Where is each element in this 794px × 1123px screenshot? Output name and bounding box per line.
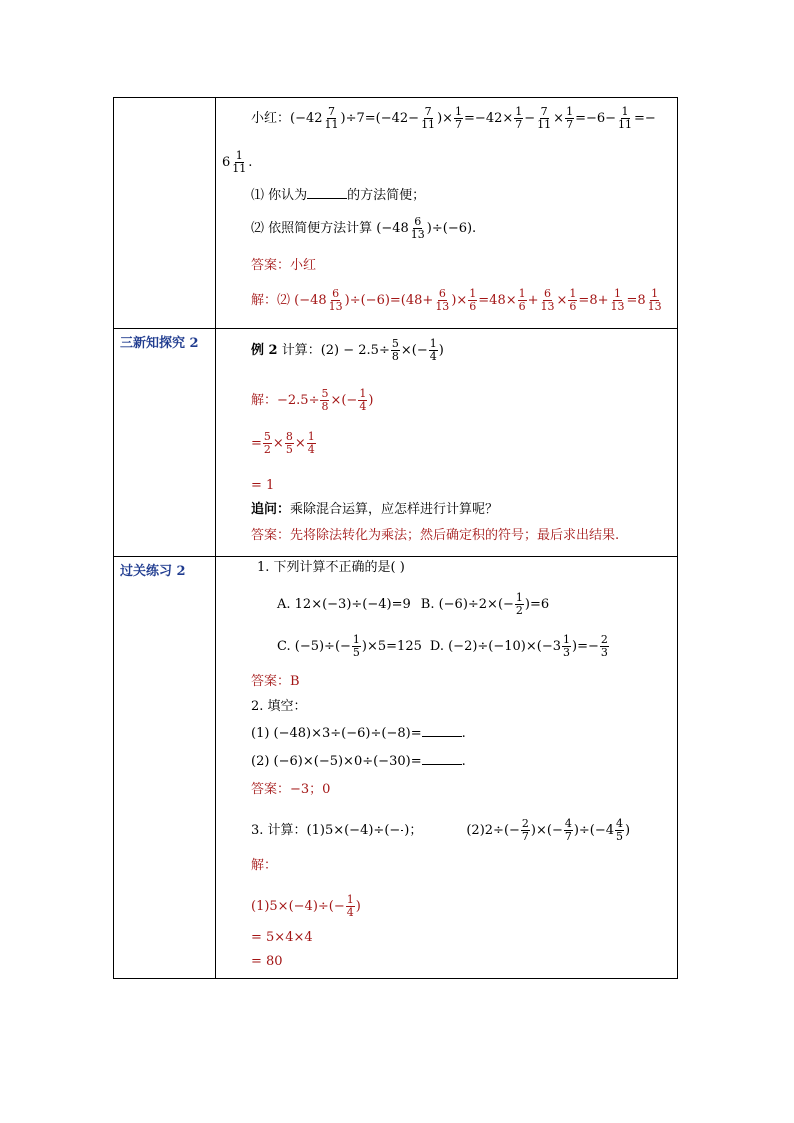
fraction: $\frac{5}{2}$ xyxy=(263,430,271,456)
fraction: $\frac{1}{3}$ xyxy=(563,633,571,659)
exercise-1-options-ab: A. 12×(−3)÷(−4)=9 B. (−6)÷2×(− $\frac{1}{2}$ )=6 xyxy=(277,591,550,617)
answer-blank xyxy=(422,764,462,765)
row-divider xyxy=(114,328,677,329)
example-2-solution-step2: = $\frac{5}{2}$ × $\frac{8}{5}$ × $\frac{1}{4}$ xyxy=(251,430,315,456)
fraction: $\frac{6}{13}$ xyxy=(540,287,555,313)
fraction: $\frac{6}{13}$ xyxy=(435,287,450,313)
exercise-3-solution-step1: (1)5×(−4)÷(− $\frac{1}{4}$ ) xyxy=(251,893,361,919)
fraction: $\frac{1}{6}$ xyxy=(469,287,477,313)
answer-blank xyxy=(422,736,462,737)
question-1: ⑴ 你认为 的方法简便； xyxy=(251,188,426,203)
fraction: $\frac{1}{5}$ xyxy=(352,633,360,659)
fraction: $\frac{1}{2}$ xyxy=(515,591,523,617)
exercise-3-solution-result: = 80 xyxy=(251,954,283,969)
fraction: $\frac{1}{4}$ xyxy=(359,387,367,413)
fraction: $\frac{5}{8}$ xyxy=(391,337,399,363)
example-2: 例 2 计算：(2) − 2.5÷ $\frac{5}{8}$ ×(− $\frac{1}{4}$ ) xyxy=(251,337,444,363)
fraction: $\frac{4}{5}$ xyxy=(616,817,624,843)
row-label-new-knowledge: 三新知探究 2 xyxy=(120,336,199,351)
xiaohong-method: 小红：(−42 $\frac{7}{11}$ )÷7=(−42− $\frac{7}{11}$ )× $\frac{1}{7}$ =−42× $\frac{1}{7}$ − $\frac{7}{11}$ × $\frac{1}{7}$ =−6− $\frac{1}{11}$ =− xyxy=(251,105,656,131)
column-divider xyxy=(215,98,216,978)
fraction: $\frac{1}{11}$ xyxy=(232,149,247,175)
exercise-3-solution-label: 解： xyxy=(251,858,278,873)
fraction: $\frac{4}{7}$ xyxy=(564,817,572,843)
followup-answer: 答案：先将除法转化为乘法；然后确定积的符号；最后求出结果. xyxy=(251,528,620,543)
example-2-solution-result: = 1 xyxy=(251,478,275,493)
fraction: $\frac{1}{6}$ xyxy=(569,287,577,313)
fraction: $\frac{1}{4}$ xyxy=(346,893,354,919)
xiaohong-method-continued: 6 $\frac{1}{11}$ . xyxy=(222,149,253,175)
question-2: ⑵ 依照简便方法计算 (−48 $\frac{6}{13}$ )÷(−6). xyxy=(251,215,477,241)
fraction: $\frac{1}{4}$ xyxy=(429,337,437,363)
fraction: $\frac{5}{8}$ xyxy=(321,387,329,413)
exercise-2-item-1: (1) (−48)×3÷(−6)÷(−8)= . xyxy=(251,726,466,741)
fraction: $\frac{6}{13}$ xyxy=(410,215,425,241)
fraction: $\frac{1}{13}$ xyxy=(610,287,625,313)
exercise-2-answer: 答案：−3；0 xyxy=(251,782,331,797)
fraction: $\frac{7}{11}$ xyxy=(537,105,552,131)
fraction: $\frac{8}{5}$ xyxy=(285,430,293,456)
fraction: $\frac{1}{7}$ xyxy=(515,105,523,131)
fraction xyxy=(401,830,403,831)
exercise-1-answer: 答案：B xyxy=(251,674,300,689)
exercise-3-prompt: 3. 计算：(1)5×(−4)÷(− )； (2)2÷(− $\frac{2}{7}$ )×(− $\frac{4}{7}$ )÷(−4 $\frac{4}{5}$ ) xyxy=(251,817,631,843)
fraction: $\frac{1}{7}$ xyxy=(566,105,574,131)
answer-blank xyxy=(307,198,347,199)
fraction: $\frac{1}{6}$ xyxy=(518,287,526,313)
fraction: $\frac{1}{7}$ xyxy=(455,105,463,131)
solution-row1: 解：⑵ (−48 $\frac{6}{13}$ )÷(−6)=(48+ $\frac{6}{13}$ )× $\frac{1}{6}$ =48× $\frac{1}{6}$ + $\frac{6}{13}$ × $\frac{1}{6}$ =8+ $\frac{1}{13}$ =8 $\frac{1}{13}$ xyxy=(251,287,662,313)
fraction: $\frac{1}{4}$ xyxy=(307,430,315,456)
fraction: $\frac{6}{13}$ xyxy=(328,287,343,313)
fraction: $\frac{2}{7}$ xyxy=(521,817,529,843)
exercise-2-item-2: (2) (−6)×(−5)×0÷(−30)= . xyxy=(251,754,466,769)
fraction: $\frac{1}{13}$ xyxy=(647,287,662,313)
fraction: $\frac{1}{11}$ xyxy=(618,105,633,131)
row-label-practice: 过关练习 2 xyxy=(120,564,186,579)
example-2-solution-step1: 解：−2.5÷ $\frac{5}{8}$ ×(− $\frac{1}{4}$ ) xyxy=(251,387,374,413)
exercise-3-solution-step2: = 5×4×4 xyxy=(251,930,313,945)
lesson-table xyxy=(113,97,678,979)
row-divider xyxy=(114,556,677,557)
fraction: $\frac{7}{11}$ xyxy=(421,105,436,131)
fraction: $\frac{7}{11}$ xyxy=(324,105,339,131)
followup-question: 追问：乘除混合运算，应怎样进行计算呢？ xyxy=(251,502,499,517)
fraction: $\frac{2}{3}$ xyxy=(600,633,608,659)
exercise-1-options-cd: C. (−5)÷(− $\frac{1}{5}$ )×5=125 D. (−2)÷(−10)×(−3 $\frac{1}{3}$ )=− $\frac{2}{3}$ xyxy=(277,633,608,659)
exercise-2-prompt: 2. 填空： xyxy=(251,699,307,714)
answer-row1: 答案：小红 xyxy=(251,258,317,273)
exercise-1-prompt: 1. 下列计算不正确的是( ) xyxy=(257,560,405,575)
